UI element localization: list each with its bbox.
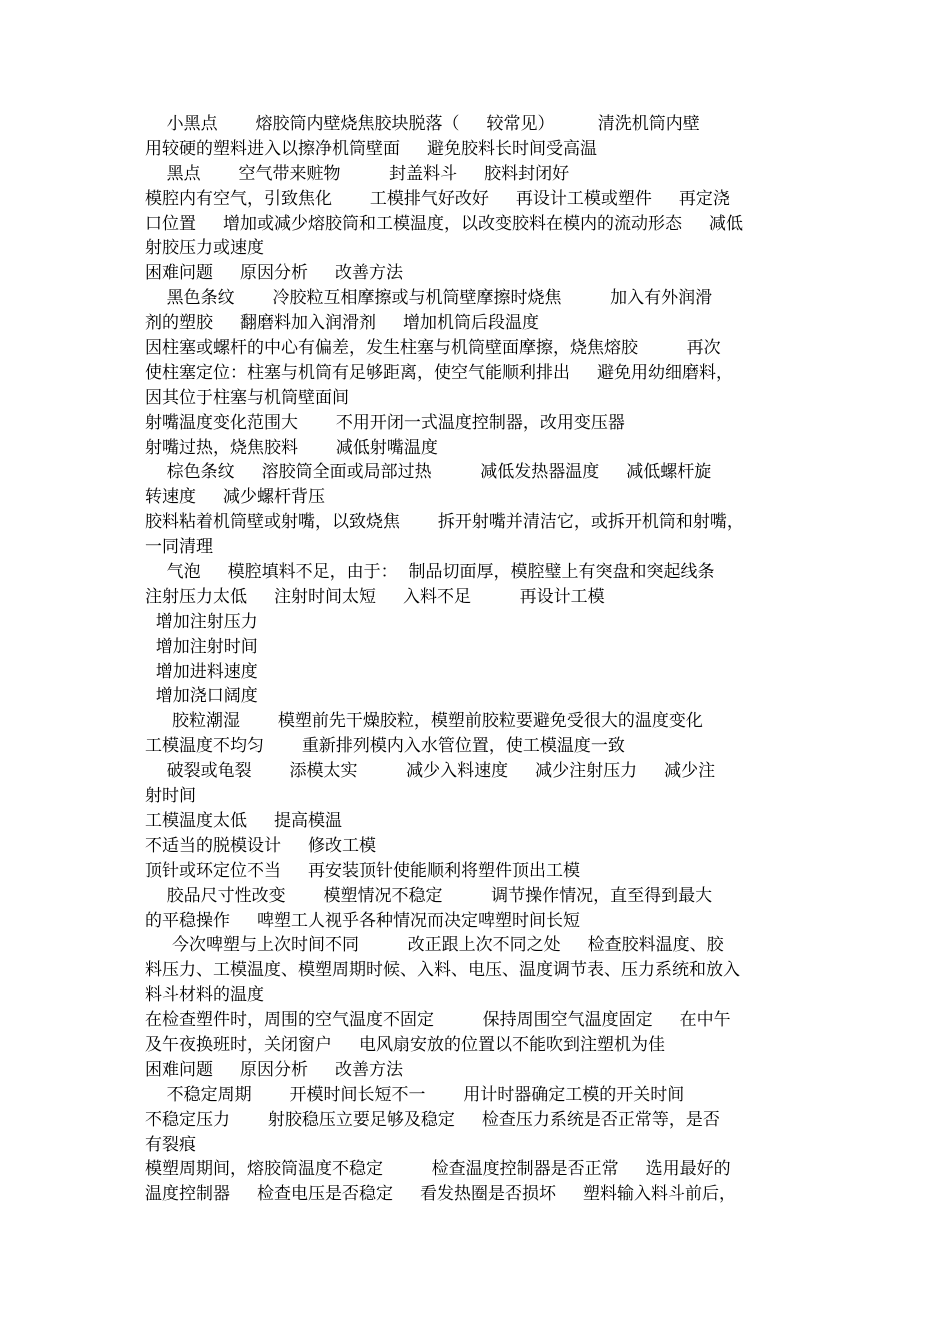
text-line: 胶粒潮湿 模塑前先干燥胶粒，模塑前胶粒要避免受很大的温度变化 (145, 711, 703, 732)
text-line: 温度控制器 检查电压是否稳定 看发热圈是否损坏 塑料输入料斗前后， (145, 1184, 737, 1205)
text-line: 增加注射时间 (145, 636, 258, 657)
text-line: 一同清理 (145, 537, 213, 558)
text-line: 增加进料速度 (145, 661, 258, 682)
text-line: 破裂或龟裂 添模太实 减少入料速度 减少注射压力 减少注 (145, 761, 716, 782)
text-line: 胶品尺寸性改变 模塑情况不稳定 调节操作情况，直至得到最大 (145, 885, 713, 906)
text-line: 小黑点 熔胶筒内壁烧焦胶块脱落（ 较常见） 清洗机筒内壁 (145, 114, 700, 134)
text-line: 模腔内有空气，引致焦化 工模排气好改好 再设计工模或塑件 再定浇 (145, 188, 730, 209)
text-line: 黑点 空气带来赃物 封盖料斗 胶料封闭好 (145, 163, 570, 184)
text-line: 料斗材料的温度 (145, 985, 264, 1006)
text-line: 工模温度太低 提高模温 (145, 810, 343, 831)
text-line: 在检查塑件时，周围的空气温度不固定 保持周围空气温度固定 在中午 (145, 1010, 731, 1031)
text-line: 射胶压力或速度 (145, 238, 264, 259)
document-body (145, 112, 810, 1207)
text-line: 因柱塞或螺杆的中心有偏差，发生柱塞与机筒壁面摩擦，烧焦熔胶 再次 (145, 338, 721, 359)
text-line: 工模温度不均匀 重新排列模内入水管位置，使工模温度一致 (145, 736, 625, 757)
text-line: 模塑周期间，熔胶筒温度不稳定 检查温度控制器是否正常 选用最好的 (145, 1159, 731, 1180)
text-line: 增加浇口阔度 (145, 686, 258, 707)
text-line: 射嘴温度变化范围大 不用开闭一式温度控制器，改用变压器 (145, 412, 625, 433)
text-line: 胶料粘着机筒壁或射嘴，以致烧焦 拆开射嘴并清洁它，或拆开机筒和射嘴， (145, 512, 744, 533)
text-line: 顶针或环定位不当 再安装顶针使能顺利将塑件顶出工模 (145, 860, 581, 881)
text-line: 用较硬的塑料进入以擦净机筒壁面 避免胶料长时间受高温 (145, 138, 598, 159)
text-line: 困难问题 原因分析 改善方法 (145, 1059, 404, 1080)
text-line: 气泡 模腔填料不足，由于： 制品切面厚，模腔璧上有突盘和突起线条 (145, 562, 715, 583)
text-line: 转速度 减少螺杆背压 (145, 487, 326, 508)
text-line: 口位置 增加或减少熔胶筒和工模温度，以改变胶料在模内的流动形态 减低 (145, 213, 744, 234)
text-line: 不适当的脱模设计 修改工模 (145, 835, 377, 856)
text-line: 不稳定周期 开模时间长短不一 用计时器确定工模的开关时间 (145, 1084, 685, 1105)
text-line: 射嘴过热，烧焦胶料 减低射嘴温度 (145, 437, 438, 458)
text-line: 剂的塑胶 翻磨料加入润滑剂 增加机筒后段温度 (145, 313, 540, 334)
text-line: 射时间 (145, 786, 196, 807)
text-line: 有裂痕 (145, 1134, 196, 1155)
text-line: 注射压力太低 注射时间太短 入料不足 再设计工模 (145, 586, 605, 607)
text-line: 今次啤塑与上次时间不同 改正跟上次不同之处 检查胶料温度、胶 (145, 935, 724, 956)
text-line: 棕色条纹 溶胶筒全面或局部过热 减低发热器温度 减低螺杆旋 (145, 462, 712, 483)
text-line: 困难问题 原因分析 改善方法 (145, 263, 404, 284)
text-line: 不稳定压力 射胶稳压立要足够及稳定 检查压力系统是否正常等，是否 (145, 1109, 720, 1130)
text-line: 因其位于柱塞与机筒壁面间 (145, 387, 349, 408)
text-line: 使柱塞定位：柱塞与机筒有足够距离，使空气能顺利排出 避免用幼细磨料， (145, 362, 734, 383)
text-line: 料压力、工模温度、模塑周期时候、入料、电压、温度调节表、压力系统和放入 (145, 960, 740, 981)
text-line: 及午夜换班时，关闭窗户 电风扇安放的位置以不能吹到注塑机为佳 (145, 1034, 666, 1055)
text-line: 黑色条纹 冷胶粒互相摩擦或与机筒壁摩擦时烧焦 加入有外润滑 (145, 288, 713, 309)
text-line: 增加注射压力 (145, 611, 258, 632)
text-line: 的平稳操作 啤塑工人视乎各种情况而决定啤塑时间长短 (145, 910, 581, 931)
